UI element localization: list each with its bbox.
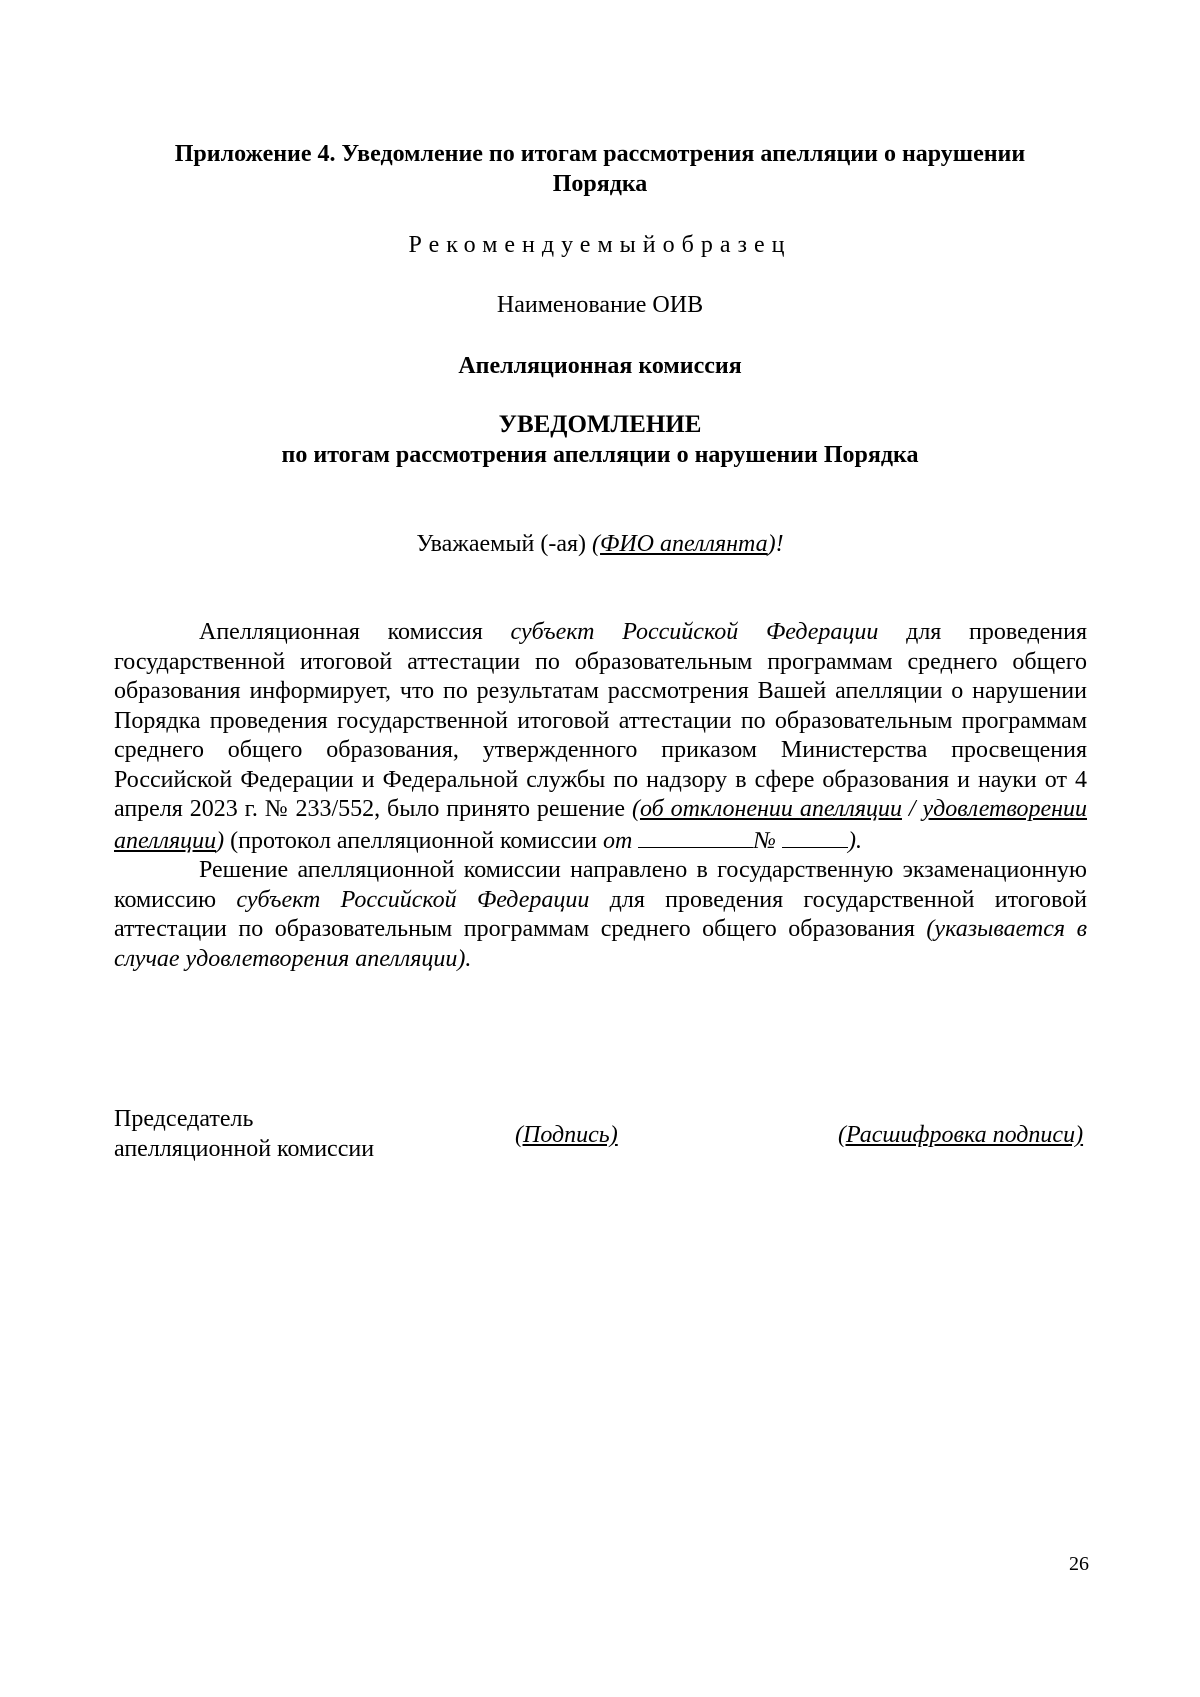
decision-text-1: Апелляционная комиссия — [199, 619, 511, 645]
authority-name: Наименование ОИВ — [496, 292, 704, 318]
referral-text-1: Решение апелляционной комиссии направлено в государственную экзаменационную комиссию — [114, 857, 1087, 913]
decision-text-3: (протокол апелляционной комиссии — [224, 827, 603, 854]
protocol-date-blank — [638, 825, 753, 848]
notice-body — [114, 618, 1087, 974]
notice-subheading: по итогам рассмотрения апелляции о нарушении Порядка — [281, 442, 919, 468]
appendix-title — [0, 139, 1200, 199]
notice-heading: УВЕДОМЛЕНИЕ — [498, 411, 702, 438]
appendix-title-line-1: Приложение 4. Уведомление по итогам рассмотрения апелляции о нарушении — [174, 141, 1026, 167]
referral-text-2: для проведения государственной итоговой аттестации по образовательным программам среднего общего образования — [114, 886, 1088, 942]
referral-note: (указывается в случае удовлетворения апелляции). — [114, 916, 1087, 972]
decision-close-paren: ) — [216, 827, 225, 854]
decision-end: ). — [847, 827, 862, 854]
chairman-position-line-2: апелляционной комиссии — [114, 1136, 375, 1162]
commission-label: Апелляционная комиссия — [458, 353, 742, 379]
signature-placeholder — [515, 1120, 618, 1150]
greeting-close-paren: ) — [767, 531, 776, 557]
greeting-prefix: Уважаемый (-ая) — [416, 531, 593, 557]
decision-separator: / — [901, 796, 923, 822]
greeting-open-paren: ( — [592, 531, 601, 557]
decision-open-paren: ( — [631, 796, 640, 822]
appendix-title-line-2: Порядка — [552, 171, 648, 197]
greeting-suffix: ! — [775, 531, 784, 557]
protocol-number-label: № — [753, 827, 782, 854]
signature-decode-placeholder — [838, 1120, 1083, 1150]
decision-option-reject: об отклонении апелляции — [639, 796, 902, 822]
sample-label: Рекомендуемыйобразец — [408, 232, 792, 258]
appellant-name-placeholder: ФИО апеллянта — [600, 531, 768, 557]
subject-placeholder: субъект Российской Федерации — [510, 619, 879, 645]
greeting — [0, 529, 1200, 559]
decision-option-accept: удовлетворении апелляции — [114, 796, 1088, 854]
subject-placeholder-2: субъект Российской Федерации — [236, 886, 590, 913]
decision-paragraph — [114, 618, 1087, 856]
protocol-number-blank — [782, 825, 848, 848]
chairman-position-line-1: Председатель — [114, 1106, 254, 1132]
page-number: 26 — [1069, 1553, 1089, 1575]
decision-text-2: для проведения государственной итоговой аттестации по образовательным программам среднего общего образования информирует, что по результатам рассмотрения Вашей апелляции о нарушении Порядка проведения государственной итоговой аттестации по образовательным программам среднего общего образования, утвержденного приказом Министерства просвещения Российской Федерации и Федеральной службы по надзору в сфере образования и науки от 4 апреля 2023 г. № 233/552, было принято решение — [114, 619, 1088, 822]
signature-text: (Подпись) — [515, 1122, 618, 1148]
chairman-position — [114, 1104, 374, 1164]
protocol-from-label: от — [602, 827, 639, 854]
signature-decode-text: (Расшифровка подписи) — [838, 1122, 1084, 1148]
referral-paragraph — [114, 856, 1087, 974]
